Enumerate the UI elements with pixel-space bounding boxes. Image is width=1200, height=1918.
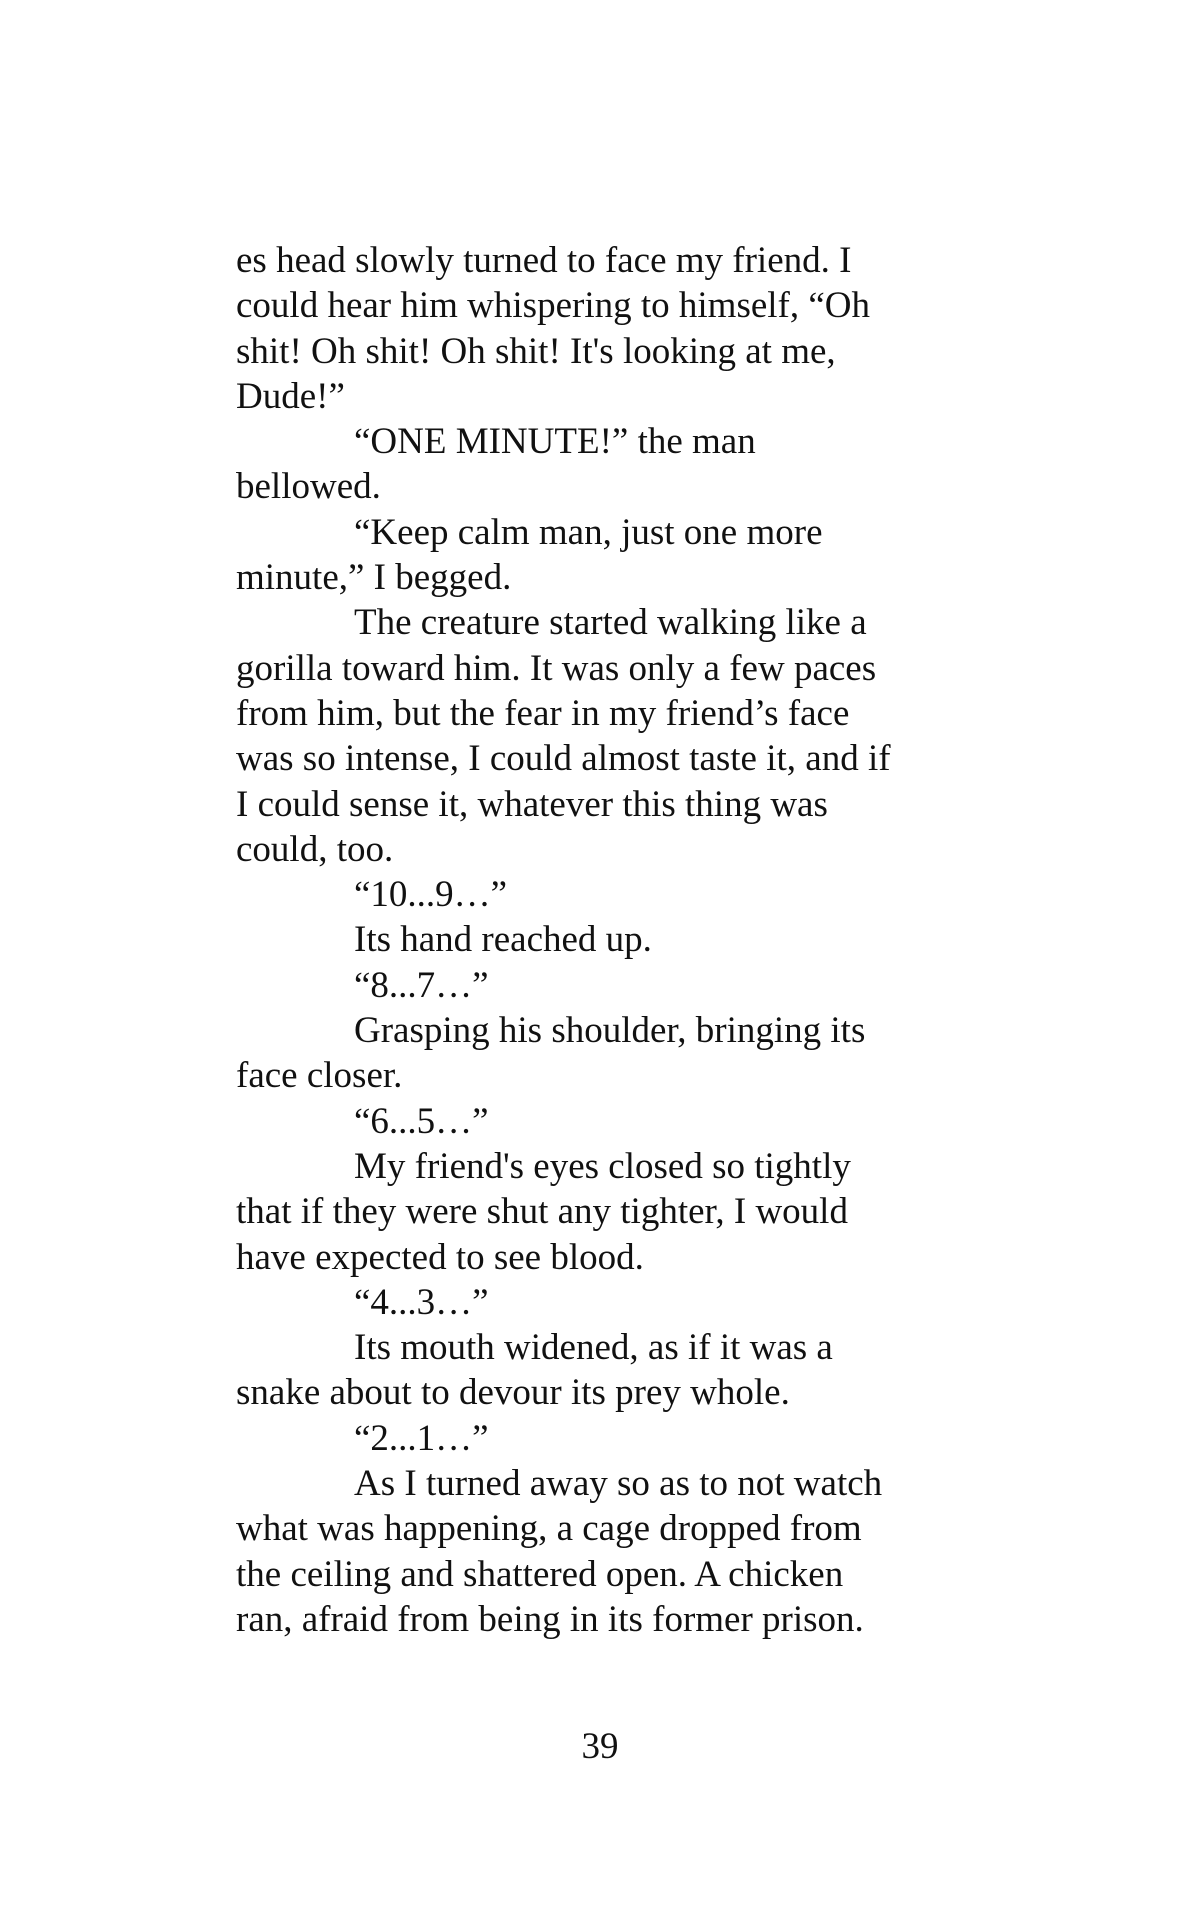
text-line: “2...1…” xyxy=(354,1417,489,1459)
text-line: that if they were shut any tighter, I would xyxy=(236,1191,848,1233)
text-line: The creature started walking like a xyxy=(354,602,867,644)
text-line: face closer. xyxy=(236,1055,403,1097)
text-line: could, too. xyxy=(236,828,394,870)
text-line: “6...5…” xyxy=(354,1100,489,1142)
text-line: As I turned away so as to not watch xyxy=(354,1463,883,1505)
text-line: gorilla toward him. It was only a few paces xyxy=(236,647,877,689)
text-line: from him, but the fear in my friend’s face xyxy=(236,692,850,734)
text-line: snake about to devour its prey whole. xyxy=(236,1372,790,1414)
text-line: Its hand reached up. xyxy=(354,919,652,961)
body-text xyxy=(236,238,956,1642)
text-line: the ceiling and shattered open. A chicken xyxy=(236,1553,844,1595)
text-line: was so intense, I could almost taste it, and if xyxy=(236,738,891,780)
text-line: shit! Oh shit! Oh shit! It's looking at me, xyxy=(236,330,836,372)
text-line: Its mouth widened, as if it was a xyxy=(354,1327,833,1369)
text-line: Dude!” xyxy=(236,375,345,417)
text-line: “8...7…” xyxy=(354,964,489,1006)
text-line: “ONE MINUTE!” the man xyxy=(354,421,756,463)
text-line: I could sense it, whatever this thing was xyxy=(236,783,828,825)
text-line: have expected to see blood. xyxy=(236,1236,644,1278)
text-line: minute,” I begged. xyxy=(236,557,512,599)
text-line: ran, afraid from being in its former prison. xyxy=(236,1598,864,1640)
text-line: could hear him whispering to himself, “Oh xyxy=(236,285,871,327)
text-line: My friend's eyes closed so tightly xyxy=(354,1145,851,1187)
text-line: “10...9…” xyxy=(354,874,508,916)
text-line: es head slowly turned to face my friend. I xyxy=(236,240,852,281)
text-line: what was happening, a cage dropped from xyxy=(236,1508,862,1550)
text-line: bellowed. xyxy=(236,466,381,508)
text-line: “4...3…” xyxy=(354,1281,489,1323)
page-number: 39 xyxy=(581,1726,619,1767)
text-line: “Keep calm man, just one more xyxy=(354,511,823,553)
text-line: Grasping his shoulder, bringing its xyxy=(354,1010,866,1052)
